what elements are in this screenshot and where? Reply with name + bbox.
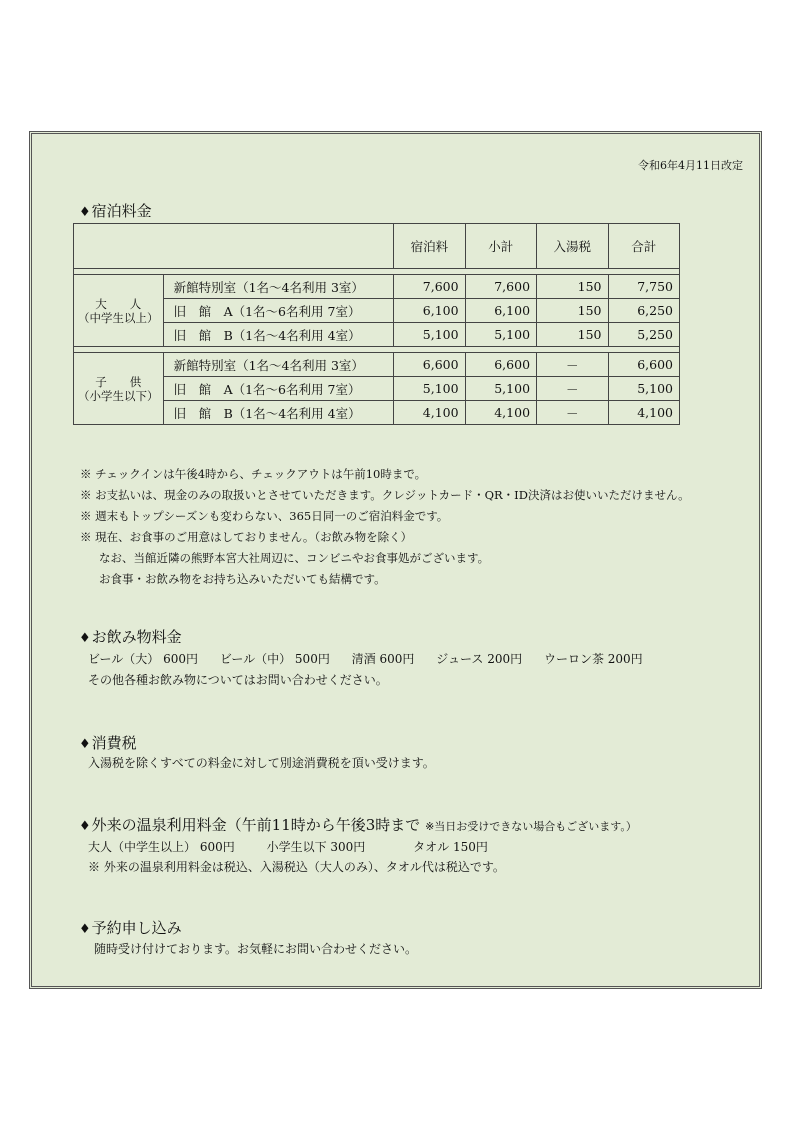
price-cell: 7,600 [394, 275, 465, 299]
note-continuation: なお、当館近隣の熊野本宮大社周辺に、コンビニやお食事処がございます。 [99, 551, 490, 565]
subtotal-cell: 7,600 [465, 275, 536, 299]
total-cell: 7,750 [608, 275, 680, 299]
drink-price: ビール（大） 600円 [88, 652, 198, 666]
note-item: ※ 現在、お食事のご用意はしておりません。（お飲み物を除く） [80, 530, 413, 544]
price-cell: 6,600 [394, 353, 465, 377]
group-label-child [74, 353, 164, 425]
hot-spring-heading [79, 814, 637, 835]
reservation-text: 随時受け付けております。お気軽にお問い合わせください。 [94, 942, 418, 956]
room-type: 旧 館 A（1名～6名利用 7室） [163, 377, 394, 401]
diamond-icon: ♦ [79, 819, 91, 834]
notes-list [80, 464, 690, 590]
room-type: 旧 館 B（1名～4名利用 4室） [163, 401, 394, 425]
hot-spring-note: ※ 外来の温泉利用料金は税込、入湯税込（大人のみ）、タオル代は税込です。 [88, 860, 505, 874]
table-row [74, 401, 680, 425]
total-cell: 5,100 [608, 377, 680, 401]
price-cell: 6,100 [394, 299, 465, 323]
bath-tax-cell: 150 [537, 299, 608, 323]
diamond-icon: ♦ [79, 922, 91, 937]
drinks-heading [79, 626, 182, 647]
column-header-bath-tax: 入湯税 [537, 224, 608, 269]
column-header-price: 宿泊料 [394, 224, 465, 269]
hot-spring-price: 小学生以下 300円 [266, 840, 366, 854]
note-item: ※ チェックインは午後4時から、チェックアウトは午前10時まで。 [80, 467, 427, 481]
bath-tax-cell: － [537, 377, 608, 401]
subtotal-cell: 4,100 [465, 401, 536, 425]
hot-spring-price: タオル 150円 [413, 840, 488, 854]
note-item: ※ お支払いは、現金のみの取扱いとさせていただきます。クレジットカード・QR・ID決済はお使いいただけません。 [80, 488, 690, 502]
table-header-blank [74, 224, 394, 269]
table-row [74, 353, 680, 377]
note-continuation: お食事・お飲み物をお持ち込みいただいても結構です。 [99, 572, 386, 586]
room-type: 旧 館 B（1名～4名利用 4室） [163, 323, 394, 347]
group-title: 大 人 [95, 296, 142, 311]
accommodation-rate-table [73, 223, 680, 425]
column-header-subtotal: 小計 [465, 224, 536, 269]
group-subtitle: （小学生以下） [78, 388, 159, 403]
revision-date: 令和6年4月11日改定 [638, 159, 743, 172]
room-type: 新館特別室（1名～4名利用 3室） [163, 275, 394, 299]
table-row [74, 275, 680, 299]
hot-spring-heading-text: 外来の温泉利用料金（午前11時から午後3時まで [91, 816, 421, 834]
bath-tax-cell: － [537, 353, 608, 377]
subtotal-cell: 6,600 [465, 353, 536, 377]
hot-spring-heading-note: ※当日お受けできない場合もございます。） [425, 820, 637, 833]
table-row [74, 323, 680, 347]
table-row [74, 377, 680, 401]
reservation-heading [79, 917, 182, 938]
column-header-total: 合計 [608, 224, 680, 269]
drink-price: 清酒 600円 [351, 652, 415, 666]
drinks-note: その他各種お飲み物についてはお問い合わせください。 [88, 673, 388, 687]
consumption-tax-text: 入湯税を除くすべての料金に対して別途消費税を頂い受けます。 [88, 756, 435, 770]
table-header-row [74, 224, 680, 269]
price-panel [29, 131, 762, 989]
total-cell: 6,250 [608, 299, 680, 323]
subtotal-cell: 6,100 [465, 299, 536, 323]
price-cell: 5,100 [394, 323, 465, 347]
drink-price: ウーロン茶 200円 [543, 652, 643, 666]
hot-spring-price: 大人（中学生以上） 600円 [88, 840, 235, 854]
diamond-icon: ♦ [79, 631, 91, 646]
total-cell: 5,250 [608, 323, 680, 347]
room-type: 新館特別室（1名～4名利用 3室） [163, 353, 394, 377]
group-label-adult [74, 275, 164, 347]
accommodation-heading [79, 200, 152, 221]
table-row [74, 299, 680, 323]
consumption-tax-heading-text: 消費税 [91, 734, 137, 752]
group-subtitle: （中学生以上） [78, 310, 159, 325]
group-title: 子 供 [95, 374, 142, 389]
drinks-heading-text: お飲み物料金 [91, 628, 182, 646]
total-cell: 4,100 [608, 401, 680, 425]
subtotal-cell: 5,100 [465, 377, 536, 401]
accommodation-heading-text: 宿泊料金 [91, 202, 152, 220]
diamond-icon: ♦ [79, 737, 91, 752]
total-cell: 6,600 [608, 353, 680, 377]
note-item: ※ 週末もトップシーズンも変わらない、365日同一のご宿泊料金です。 [80, 509, 449, 523]
bath-tax-cell: 150 [537, 275, 608, 299]
drink-price: ジュース 200円 [436, 652, 523, 666]
consumption-tax-heading [79, 732, 137, 753]
drink-price-list [88, 650, 643, 667]
subtotal-cell: 5,100 [465, 323, 536, 347]
diamond-icon: ♦ [79, 205, 91, 220]
drink-price: ビール（中） 500円 [219, 652, 330, 666]
price-cell: 5,100 [394, 377, 465, 401]
bath-tax-cell: － [537, 401, 608, 425]
reservation-heading-text: 予約申し込み [91, 919, 182, 937]
price-cell: 4,100 [394, 401, 465, 425]
room-type: 旧 館 A（1名～6名利用 7室） [163, 299, 394, 323]
bath-tax-cell: 150 [537, 323, 608, 347]
hot-spring-price-list [88, 838, 488, 855]
